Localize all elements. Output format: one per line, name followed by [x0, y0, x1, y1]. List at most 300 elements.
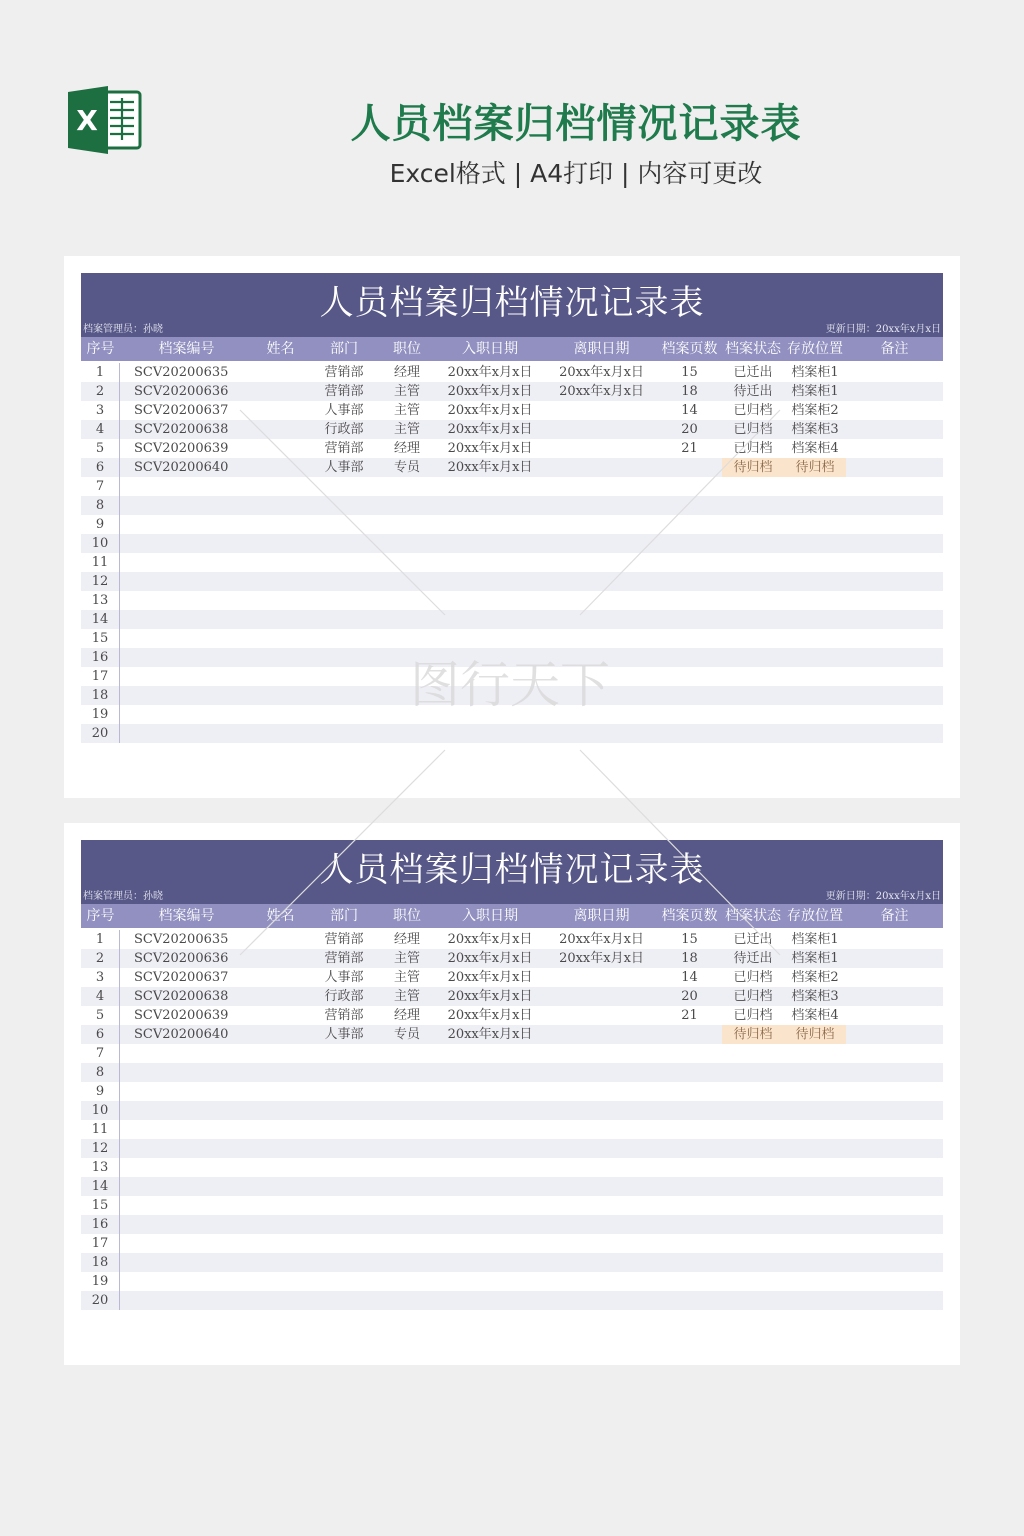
table-cell[interactable]: 20xx年x月x日: [447, 441, 533, 456]
table-cell[interactable]: [120, 534, 253, 553]
table-cell[interactable]: [657, 1158, 722, 1177]
table-cell[interactable]: [784, 610, 846, 629]
table-cell[interactable]: [784, 629, 846, 648]
table-cell[interactable]: [253, 1006, 308, 1025]
table-cell[interactable]: 20xx年x月x日: [559, 384, 644, 399]
table-cell[interactable]: [546, 686, 657, 705]
table-cell[interactable]: 20xx年x月x日: [559, 932, 644, 947]
table-cell[interactable]: [846, 1291, 943, 1310]
table-cell[interactable]: [546, 534, 657, 553]
table-cell[interactable]: [380, 1234, 434, 1253]
table-cell[interactable]: [846, 667, 943, 686]
table-cell[interactable]: [120, 648, 253, 667]
table-cell[interactable]: [784, 1044, 846, 1063]
table-cell[interactable]: 营销部: [324, 1008, 364, 1023]
table-cell[interactable]: [546, 629, 657, 648]
table-cell[interactable]: [846, 439, 943, 458]
table-cell[interactable]: 10: [81, 1101, 120, 1120]
table-cell[interactable]: 2: [81, 382, 120, 401]
table-cell[interactable]: 档案柜4: [791, 1008, 839, 1023]
table-cell[interactable]: [846, 1158, 943, 1177]
table-cell[interactable]: 18: [681, 951, 698, 966]
table-cell[interactable]: [784, 1253, 846, 1272]
table-cell[interactable]: 已归档: [733, 441, 773, 456]
table-cell[interactable]: [657, 1025, 722, 1044]
table-cell[interactable]: [657, 1177, 722, 1196]
table-cell[interactable]: [722, 1139, 784, 1158]
table-cell[interactable]: 4: [81, 987, 120, 1006]
table-cell[interactable]: [253, 1158, 308, 1177]
table-cell[interactable]: [308, 1082, 380, 1101]
table-cell[interactable]: [120, 1234, 253, 1253]
table-cell[interactable]: [546, 1082, 657, 1101]
table-cell[interactable]: 经理: [393, 932, 420, 947]
table-cell[interactable]: [546, 1044, 657, 1063]
table-cell[interactable]: [722, 1177, 784, 1196]
table-cell[interactable]: SCV20200635: [134, 932, 229, 947]
table-cell[interactable]: [308, 1044, 380, 1063]
table-cell[interactable]: [846, 420, 943, 439]
table-cell[interactable]: [120, 1158, 253, 1177]
table-cell[interactable]: 待迁出: [733, 384, 773, 399]
table-cell[interactable]: 已迁出: [733, 365, 773, 380]
table-cell[interactable]: [434, 1272, 546, 1291]
table-cell[interactable]: [546, 1120, 657, 1139]
table-cell[interactable]: [120, 1101, 253, 1120]
table-cell[interactable]: 12: [81, 572, 120, 591]
table-cell[interactable]: [434, 1234, 546, 1253]
table-cell[interactable]: [722, 534, 784, 553]
table-cell[interactable]: [253, 1196, 308, 1215]
table-cell[interactable]: [722, 705, 784, 724]
table-cell[interactable]: [253, 1215, 308, 1234]
table-cell[interactable]: 20xx年x月x日: [447, 989, 533, 1004]
table-cell[interactable]: [846, 553, 943, 572]
table-cell[interactable]: 20: [81, 1291, 120, 1310]
table-cell[interactable]: 11: [81, 553, 120, 572]
table-cell[interactable]: 1: [81, 363, 120, 382]
table-cell[interactable]: 待归档: [722, 1025, 784, 1044]
table-cell[interactable]: [380, 1272, 434, 1291]
table-cell[interactable]: [546, 667, 657, 686]
table-cell[interactable]: 待迁出: [733, 951, 773, 966]
table-cell[interactable]: [846, 515, 943, 534]
table-cell[interactable]: [380, 686, 434, 705]
table-cell[interactable]: 档案柜4: [791, 441, 839, 456]
table-cell[interactable]: 20: [681, 422, 698, 437]
table-cell[interactable]: [434, 667, 546, 686]
table-cell[interactable]: [722, 1063, 784, 1082]
table-cell[interactable]: [846, 629, 943, 648]
table-cell[interactable]: [657, 458, 722, 477]
table-cell[interactable]: [846, 363, 943, 382]
table-cell[interactable]: [434, 610, 546, 629]
table-cell[interactable]: [846, 1215, 943, 1234]
table-cell[interactable]: 15: [681, 932, 698, 947]
table-cell[interactable]: [253, 987, 308, 1006]
table-cell[interactable]: 20xx年x月x日: [447, 384, 533, 399]
table-cell[interactable]: [722, 686, 784, 705]
table-cell[interactable]: [253, 1291, 308, 1310]
table-cell[interactable]: [253, 1063, 308, 1082]
table-cell[interactable]: [380, 648, 434, 667]
table-cell[interactable]: [784, 686, 846, 705]
table-cell[interactable]: [784, 705, 846, 724]
table-cell[interactable]: [434, 1291, 546, 1310]
table-cell[interactable]: 已归档: [733, 422, 773, 437]
table-cell[interactable]: [308, 1291, 380, 1310]
table-cell[interactable]: [434, 705, 546, 724]
table-cell[interactable]: [253, 553, 308, 572]
table-cell[interactable]: [657, 477, 722, 496]
table-cell[interactable]: [253, 1120, 308, 1139]
table-cell[interactable]: [380, 667, 434, 686]
table-cell[interactable]: [434, 1196, 546, 1215]
table-cell[interactable]: [722, 515, 784, 534]
table-cell[interactable]: [722, 1082, 784, 1101]
table-cell[interactable]: [253, 1139, 308, 1158]
table-cell[interactable]: [846, 968, 943, 987]
table-cell[interactable]: 9: [81, 1082, 120, 1101]
table-cell[interactable]: [253, 1177, 308, 1196]
table-cell[interactable]: [546, 591, 657, 610]
table-cell[interactable]: [657, 1063, 722, 1082]
table-cell[interactable]: [253, 1234, 308, 1253]
table-cell[interactable]: [308, 572, 380, 591]
table-cell[interactable]: [546, 1253, 657, 1272]
table-cell[interactable]: [253, 534, 308, 553]
table-cell[interactable]: [657, 572, 722, 591]
table-cell[interactable]: [120, 1215, 253, 1234]
table-cell[interactable]: [434, 515, 546, 534]
table-cell[interactable]: [253, 648, 308, 667]
table-cell[interactable]: 主管: [393, 951, 420, 966]
table-cell[interactable]: 14: [681, 970, 698, 985]
table-cell[interactable]: [308, 1272, 380, 1291]
table-cell[interactable]: [434, 1063, 546, 1082]
table-cell[interactable]: [846, 1025, 943, 1044]
table-cell[interactable]: [846, 1120, 943, 1139]
table-cell[interactable]: [657, 1082, 722, 1101]
table-cell[interactable]: [253, 705, 308, 724]
table-cell[interactable]: [308, 591, 380, 610]
table-cell[interactable]: [846, 477, 943, 496]
table-cell[interactable]: [308, 705, 380, 724]
table-cell[interactable]: [434, 1101, 546, 1120]
table-cell[interactable]: 17: [81, 667, 120, 686]
table-cell[interactable]: 人事部: [324, 460, 364, 475]
table-cell[interactable]: [657, 1101, 722, 1120]
table-cell[interactable]: [657, 553, 722, 572]
table-cell[interactable]: 2: [81, 949, 120, 968]
table-cell[interactable]: [722, 1196, 784, 1215]
table-cell[interactable]: [434, 591, 546, 610]
table-cell[interactable]: [253, 667, 308, 686]
table-cell[interactable]: 人事部: [324, 970, 364, 985]
table-cell[interactable]: 15: [681, 365, 698, 380]
table-cell[interactable]: [722, 572, 784, 591]
table-cell[interactable]: [308, 515, 380, 534]
table-cell[interactable]: [434, 572, 546, 591]
table-cell[interactable]: [846, 1063, 943, 1082]
table-cell[interactable]: [546, 1291, 657, 1310]
table-cell[interactable]: [380, 1215, 434, 1234]
table-cell[interactable]: [846, 1196, 943, 1215]
table-cell[interactable]: [546, 1234, 657, 1253]
table-cell[interactable]: [434, 1177, 546, 1196]
table-cell[interactable]: [308, 1196, 380, 1215]
table-cell[interactable]: [846, 1139, 943, 1158]
table-cell[interactable]: [846, 1044, 943, 1063]
table-cell[interactable]: [722, 1253, 784, 1272]
table-cell[interactable]: 19: [81, 1272, 120, 1291]
table-cell[interactable]: [657, 534, 722, 553]
table-cell[interactable]: [120, 591, 253, 610]
table-cell[interactable]: [784, 1139, 846, 1158]
table-cell[interactable]: 已迁出: [733, 932, 773, 947]
table-cell[interactable]: [546, 401, 657, 420]
table-cell[interactable]: [657, 1196, 722, 1215]
table-cell[interactable]: [846, 496, 943, 515]
table-cell[interactable]: [546, 1006, 657, 1025]
table-cell[interactable]: [380, 515, 434, 534]
table-cell[interactable]: [546, 1272, 657, 1291]
table-cell[interactable]: [546, 1101, 657, 1120]
table-cell[interactable]: [657, 610, 722, 629]
table-cell[interactable]: 营销部: [324, 951, 364, 966]
table-cell[interactable]: [722, 1120, 784, 1139]
table-cell[interactable]: [308, 724, 380, 743]
table-cell[interactable]: SCV20200636: [134, 384, 229, 399]
table-cell[interactable]: [784, 648, 846, 667]
table-cell[interactable]: [253, 629, 308, 648]
table-cell[interactable]: [434, 1082, 546, 1101]
table-cell[interactable]: [308, 667, 380, 686]
table-cell[interactable]: 主管: [393, 403, 420, 418]
table-cell[interactable]: [434, 648, 546, 667]
table-cell[interactable]: [722, 1215, 784, 1234]
table-cell[interactable]: 档案柜1: [791, 365, 839, 380]
table-cell[interactable]: 13: [81, 1158, 120, 1177]
table-cell[interactable]: [846, 648, 943, 667]
table-cell[interactable]: [253, 1044, 308, 1063]
table-cell[interactable]: [253, 363, 308, 382]
table-cell[interactable]: 14: [81, 610, 120, 629]
table-cell[interactable]: [657, 1139, 722, 1158]
table-cell[interactable]: [120, 1044, 253, 1063]
table-cell[interactable]: 20xx年x月x日: [559, 365, 644, 380]
table-cell[interactable]: 营销部: [324, 441, 364, 456]
table-cell[interactable]: 已归档: [733, 989, 773, 1004]
table-cell[interactable]: [434, 1215, 546, 1234]
table-cell[interactable]: 经理: [393, 1008, 420, 1023]
table-cell[interactable]: [120, 515, 253, 534]
table-cell[interactable]: 营销部: [324, 384, 364, 399]
table-cell[interactable]: [657, 724, 722, 743]
table-cell[interactable]: [784, 553, 846, 572]
table-cell[interactable]: [253, 610, 308, 629]
table-cell[interactable]: [308, 1101, 380, 1120]
table-cell[interactable]: [846, 572, 943, 591]
table-cell[interactable]: [308, 686, 380, 705]
table-cell[interactable]: [546, 1196, 657, 1215]
table-cell[interactable]: 20xx年x月x日: [447, 422, 533, 437]
table-cell[interactable]: [308, 1215, 380, 1234]
table-cell[interactable]: [434, 1120, 546, 1139]
table-cell[interactable]: 15: [81, 1196, 120, 1215]
table-cell[interactable]: 4: [81, 420, 120, 439]
table-cell[interactable]: [657, 515, 722, 534]
table-cell[interactable]: [722, 1272, 784, 1291]
table-cell[interactable]: 20xx年x月x日: [447, 1008, 533, 1023]
table-cell[interactable]: [546, 1215, 657, 1234]
table-cell[interactable]: [722, 1158, 784, 1177]
table-cell[interactable]: [380, 1177, 434, 1196]
table-cell[interactable]: 20xx年x月x日: [559, 951, 644, 966]
table-cell[interactable]: [120, 1272, 253, 1291]
table-cell[interactable]: 8: [81, 1063, 120, 1082]
table-cell[interactable]: 9: [81, 515, 120, 534]
table-cell[interactable]: [784, 1196, 846, 1215]
table-cell[interactable]: 7: [81, 1044, 120, 1063]
table-cell[interactable]: 14: [681, 403, 698, 418]
table-cell[interactable]: [846, 949, 943, 968]
table-cell[interactable]: [434, 553, 546, 572]
table-cell[interactable]: 5: [81, 439, 120, 458]
table-cell[interactable]: [380, 629, 434, 648]
table-cell[interactable]: [846, 987, 943, 1006]
table-cell[interactable]: SCV20200637: [134, 970, 229, 985]
table-cell[interactable]: [253, 420, 308, 439]
table-cell[interactable]: SCV20200638: [134, 422, 229, 437]
table-cell[interactable]: [380, 553, 434, 572]
table-cell[interactable]: [308, 1120, 380, 1139]
table-cell[interactable]: 17: [81, 1234, 120, 1253]
table-cell[interactable]: [120, 610, 253, 629]
table-cell[interactable]: 11: [81, 1120, 120, 1139]
table-cell[interactable]: [846, 724, 943, 743]
table-cell[interactable]: [657, 496, 722, 515]
table-cell[interactable]: 5: [81, 1006, 120, 1025]
table-cell[interactable]: [253, 724, 308, 743]
table-cell[interactable]: [253, 1082, 308, 1101]
table-cell[interactable]: [380, 1082, 434, 1101]
table-cell[interactable]: [784, 1063, 846, 1082]
table-cell[interactable]: [380, 1253, 434, 1272]
table-cell[interactable]: SCV20200636: [134, 951, 229, 966]
table-cell[interactable]: [253, 572, 308, 591]
table-cell[interactable]: 20xx年x月x日: [447, 932, 533, 947]
table-cell[interactable]: [846, 401, 943, 420]
table-cell[interactable]: [657, 1234, 722, 1253]
table-cell[interactable]: [120, 629, 253, 648]
table-cell[interactable]: [253, 1025, 308, 1044]
table-cell[interactable]: SCV20200637: [134, 403, 229, 418]
table-cell[interactable]: [722, 724, 784, 743]
table-cell[interactable]: [784, 1101, 846, 1120]
table-cell[interactable]: 档案柜3: [791, 422, 839, 437]
table-cell[interactable]: [546, 705, 657, 724]
table-cell[interactable]: [546, 648, 657, 667]
table-cell[interactable]: 档案柜3: [791, 989, 839, 1004]
table-cell[interactable]: [546, 496, 657, 515]
table-cell[interactable]: [784, 1215, 846, 1234]
table-cell[interactable]: 档案柜2: [791, 970, 839, 985]
table-cell[interactable]: [253, 458, 308, 477]
table-cell[interactable]: 20xx年x月x日: [447, 365, 533, 380]
table-cell[interactable]: [846, 1272, 943, 1291]
table-cell[interactable]: [120, 1253, 253, 1272]
table-cell[interactable]: [308, 1177, 380, 1196]
table-cell[interactable]: [784, 1272, 846, 1291]
table-cell[interactable]: [434, 477, 546, 496]
table-cell[interactable]: 20xx年x月x日: [447, 970, 533, 985]
table-cell[interactable]: [380, 1120, 434, 1139]
table-cell[interactable]: [253, 591, 308, 610]
table-cell[interactable]: [253, 439, 308, 458]
table-cell[interactable]: 经理: [393, 441, 420, 456]
table-cell[interactable]: 已归档: [733, 403, 773, 418]
table-cell[interactable]: [846, 610, 943, 629]
table-cell[interactable]: 20: [81, 724, 120, 743]
table-cell[interactable]: [308, 1253, 380, 1272]
table-cell[interactable]: [784, 724, 846, 743]
table-cell[interactable]: [120, 1063, 253, 1082]
table-cell[interactable]: [546, 1063, 657, 1082]
table-cell[interactable]: [546, 439, 657, 458]
table-cell[interactable]: [380, 1139, 434, 1158]
table-cell[interactable]: 已归档: [733, 970, 773, 985]
table-cell[interactable]: [846, 534, 943, 553]
table-cell[interactable]: 12: [81, 1139, 120, 1158]
table-cell[interactable]: 已归档: [733, 1008, 773, 1023]
table-cell[interactable]: [722, 1044, 784, 1063]
table-cell[interactable]: [120, 667, 253, 686]
table-cell[interactable]: [657, 1044, 722, 1063]
table-cell[interactable]: [308, 1158, 380, 1177]
table-cell[interactable]: 主管: [393, 422, 420, 437]
table-cell[interactable]: [120, 1291, 253, 1310]
table-cell[interactable]: [380, 477, 434, 496]
table-cell[interactable]: [434, 1253, 546, 1272]
table-cell[interactable]: [380, 496, 434, 515]
table-cell[interactable]: 18: [681, 384, 698, 399]
table-cell[interactable]: [380, 1158, 434, 1177]
table-cell[interactable]: [722, 553, 784, 572]
table-cell[interactable]: [846, 1006, 943, 1025]
table-cell[interactable]: [253, 1253, 308, 1272]
table-cell[interactable]: 6: [81, 458, 120, 477]
table-cell[interactable]: [722, 1101, 784, 1120]
table-cell[interactable]: [120, 496, 253, 515]
table-cell[interactable]: [657, 629, 722, 648]
table-cell[interactable]: [546, 1139, 657, 1158]
table-cell[interactable]: [657, 648, 722, 667]
table-cell[interactable]: 3: [81, 401, 120, 420]
table-cell[interactable]: [657, 1120, 722, 1139]
table-cell[interactable]: [722, 610, 784, 629]
table-cell[interactable]: [434, 1139, 546, 1158]
table-cell[interactable]: [657, 705, 722, 724]
table-cell[interactable]: [120, 1082, 253, 1101]
table-cell[interactable]: [657, 1291, 722, 1310]
table-cell[interactable]: [253, 1101, 308, 1120]
table-cell[interactable]: [722, 667, 784, 686]
table-cell[interactable]: [380, 1196, 434, 1215]
table-cell[interactable]: 10: [81, 534, 120, 553]
table-cell[interactable]: SCV20200635: [134, 365, 229, 380]
table-cell[interactable]: 专员: [393, 460, 420, 475]
